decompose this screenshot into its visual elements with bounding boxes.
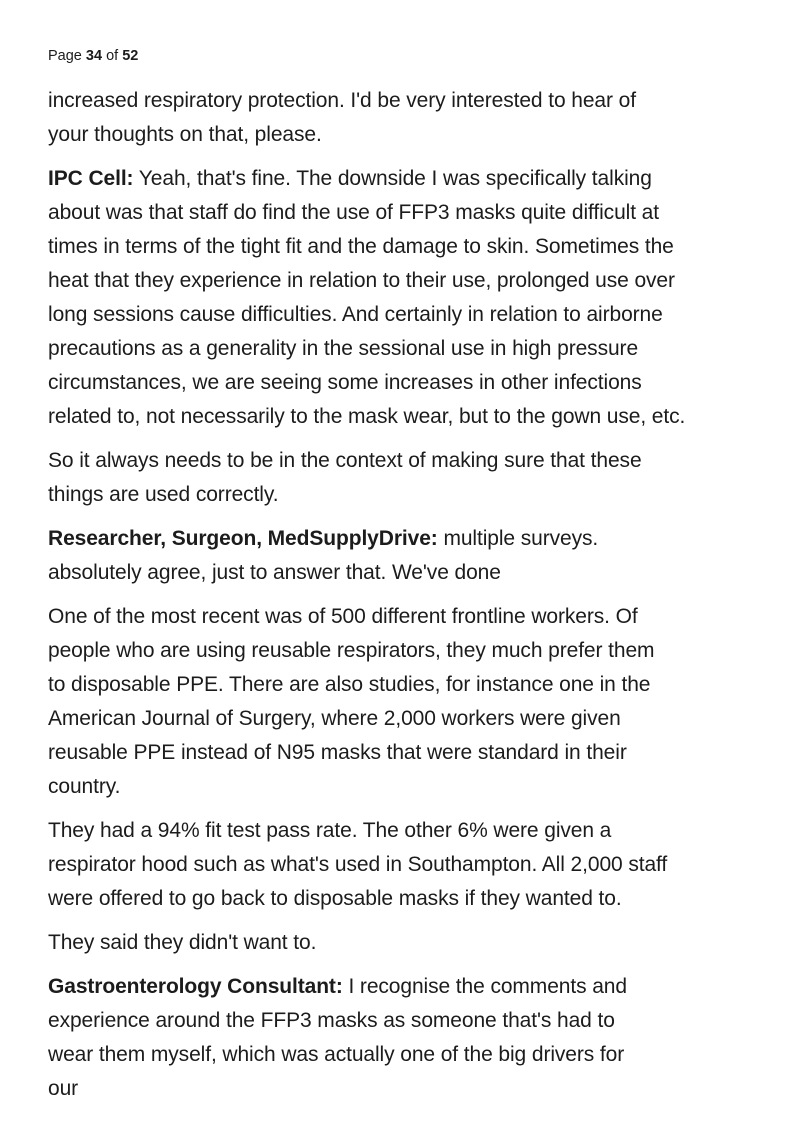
paragraph — [48, 444, 786, 512]
text-line: precautions as a generality in the sessional use in high pressure — [48, 337, 639, 360]
page-current: 34 — [85, 48, 103, 64]
speaker-label: IPC Cell: — [48, 167, 134, 190]
text-line: related to, not necessarily to the mask wear, but to the gown use, etc. — [48, 405, 686, 428]
text-line: our — [48, 1077, 79, 1100]
page-word: Page — [48, 48, 82, 64]
text-line: So it always needs to be in the context of making sure that these — [48, 449, 642, 472]
text-line: wear them myself, which was actually one of the big drivers for — [48, 1043, 625, 1066]
text-line — [48, 162, 786, 196]
page-total: 52 — [122, 48, 139, 64]
paragraph — [48, 162, 786, 434]
text-line: your thoughts on that, please. — [48, 123, 322, 146]
text-line: increased respiratory protection. I'd be very interested to hear of — [48, 89, 636, 112]
paragraph — [48, 970, 786, 1106]
text-line: circumstances, we are seeing some increases in other infections — [48, 371, 642, 394]
paragraph — [48, 926, 786, 960]
text-line: heat that they experience in relation to their use, prolonged use over — [48, 269, 675, 292]
text-line: country. — [48, 775, 121, 798]
text-line: to disposable PPE. There are also studies, for instance one in the — [48, 673, 651, 696]
text-line: absolutely agree, just to answer that. We've done — [48, 561, 501, 584]
transcript-body — [48, 84, 786, 1116]
text-line: experience around the FFP3 masks as someone that's had to — [48, 1009, 615, 1032]
text-line — [48, 970, 786, 1004]
text-line: were offered to go back to disposable masks if they wanted to. — [48, 887, 622, 910]
text-line: They had a 94% fit test pass rate. The other 6% were given a — [48, 819, 612, 842]
text-line: reusable PPE instead of N95 masks that were standard in their — [48, 741, 627, 764]
page-number — [48, 47, 138, 65]
text-line: people who are using reusable respirators, they much prefer them — [48, 639, 655, 662]
of-word: of — [106, 48, 119, 64]
text-line: respirator hood such as what's used in Southampton. All 2,000 staff — [48, 853, 668, 876]
speaker-label: Gastroenterology Consultant: — [48, 975, 343, 998]
paragraph — [48, 84, 786, 152]
text-line: They said they didn't want to. — [48, 931, 317, 954]
text-line: American Journal of Surgery, where 2,000 workers were given — [48, 707, 621, 730]
speaker-label: Researcher, Surgeon, MedSupplyDrive: — [48, 527, 438, 550]
text-line: times in terms of the tight fit and the damage to skin. Sometimes the — [48, 235, 674, 258]
speech-text: multiple surveys. — [437, 527, 599, 550]
text-line: One of the most recent was of 500 different frontline workers. Of — [48, 605, 638, 628]
paragraph — [48, 600, 786, 804]
text-line: long sessions cause difficulties. And certainly in relation to airborne — [48, 303, 663, 326]
speech-text: Yeah, that's fine. The downside I was specifically talking — [133, 167, 652, 190]
text-line: about was that staff do find the use of FFP3 masks quite difficult at — [48, 201, 660, 224]
text-line — [48, 522, 786, 556]
paragraph — [48, 522, 786, 590]
paragraph — [48, 814, 786, 916]
speech-text: I recognise the comments and — [342, 975, 627, 998]
text-line: things are used correctly. — [48, 483, 279, 506]
